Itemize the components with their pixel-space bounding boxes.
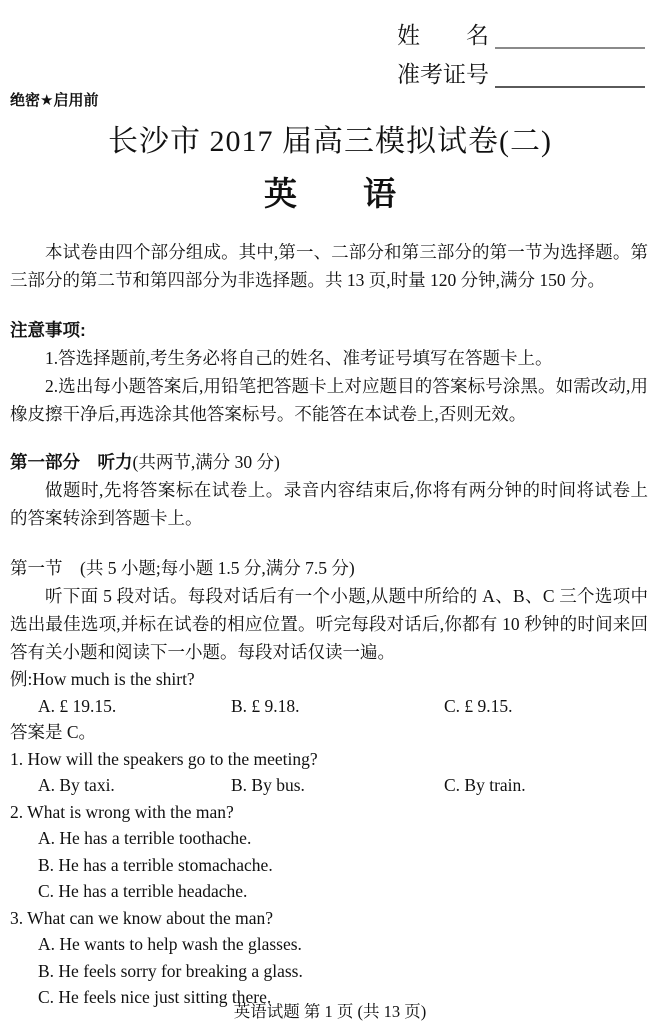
header-fields [0, 0, 660, 88]
question-3-option-a: A. He wants to help wash the glasses. [38, 934, 302, 954]
question-1-options-row [38, 772, 648, 799]
note-item-2: 2.选出每小题答案后,用铅笔把答题卡上对应题目的答案标号涂黑。如需改动,用橡皮擦干净后,再选涂其他答案标号。不能答在本试卷上,否则无效。 [10, 376, 648, 424]
example-answer: 答案是 C。 [10, 722, 97, 742]
question-3-option-c: C. He feels nice just sitting there. [38, 987, 272, 1007]
part1-instructions: 做题时,先将答案标在试卷上。录音内容结束后,你将有两分钟的时间将试卷上的答案转涂到答题卡上。 [10, 480, 648, 528]
name-label: 姓 名 [397, 23, 489, 48]
paper-title: 长沙市 2017 届高三模拟试卷(二) [108, 125, 552, 158]
example-option-b: B. £ 9.18. [231, 695, 300, 716]
example-option-a: A. £ 19.15. [38, 695, 117, 716]
section1-instructions: 听下面 5 段对话。每段对话后有一个小题,从题中所给的 A、B、C 三个选项中选出最佳选项,并标在试卷的相应位置。听完每段对话后,你都有 10 秒钟的时间来回答有关小题和阅读下一小题。每段对话仅读一遍。 [10, 586, 648, 662]
example-question: 例:How much is the shirt? [10, 669, 195, 689]
question-1-option-a: A. By taxi. [38, 775, 115, 795]
example-options-row [38, 693, 648, 720]
part1-heading-bold: 第一部分 听力 [10, 452, 133, 472]
question-3-option-b: B. He feels sorry for breaking a glass. [38, 960, 303, 981]
page-footer: 英语试题 第 1 页 (共 13 页) [233, 1002, 427, 1021]
question-2-option-c: C. He has a terrible headache. [38, 881, 248, 901]
question-2-option-a: A. He has a terrible toothache. [38, 828, 252, 848]
part1-heading-rest: (共两节,满分 30 分) [132, 452, 280, 472]
question-2-text: 2. What is wrong with the man? [10, 801, 234, 822]
name-field-row [397, 10, 645, 49]
note-item-1: 1.答选择题前,考生务必将自己的姓名、准考证号填写在答题卡上。 [45, 348, 553, 368]
intro-paragraph: 本试卷由四个部分组成。其中,第一、二部分和第三部分的第一节为选择题。第三部分的第二节和第四部分为非选择题。共 13 页,时量 120 分钟,满分 150 分。 [10, 242, 648, 290]
notes-heading: 注意事项: [10, 320, 86, 340]
question-1-option-c: C. By train. [444, 775, 526, 795]
section1-heading: 第一节 (共 5 小题;每小题 1.5 分,满分 7.5 分) [10, 558, 355, 578]
secrecy-notice: 绝密★启用前 [10, 92, 99, 109]
admission-underline [495, 85, 645, 88]
question-1-text: 1. How will the speakers go to the meeting? [10, 748, 318, 769]
question-3-text: 3. What can we know about the man? [10, 907, 274, 928]
admission-field-row [397, 49, 645, 88]
question-1-option-b: B. By bus. [231, 775, 305, 795]
example-option-c: C. £ 9.15. [444, 695, 513, 716]
part1-heading [10, 448, 648, 476]
admission-label: 准考证号 [397, 62, 489, 87]
question-2-option-b: B. He has a terrible stomachache. [38, 854, 273, 875]
subject-title: 英 语 [264, 175, 396, 212]
